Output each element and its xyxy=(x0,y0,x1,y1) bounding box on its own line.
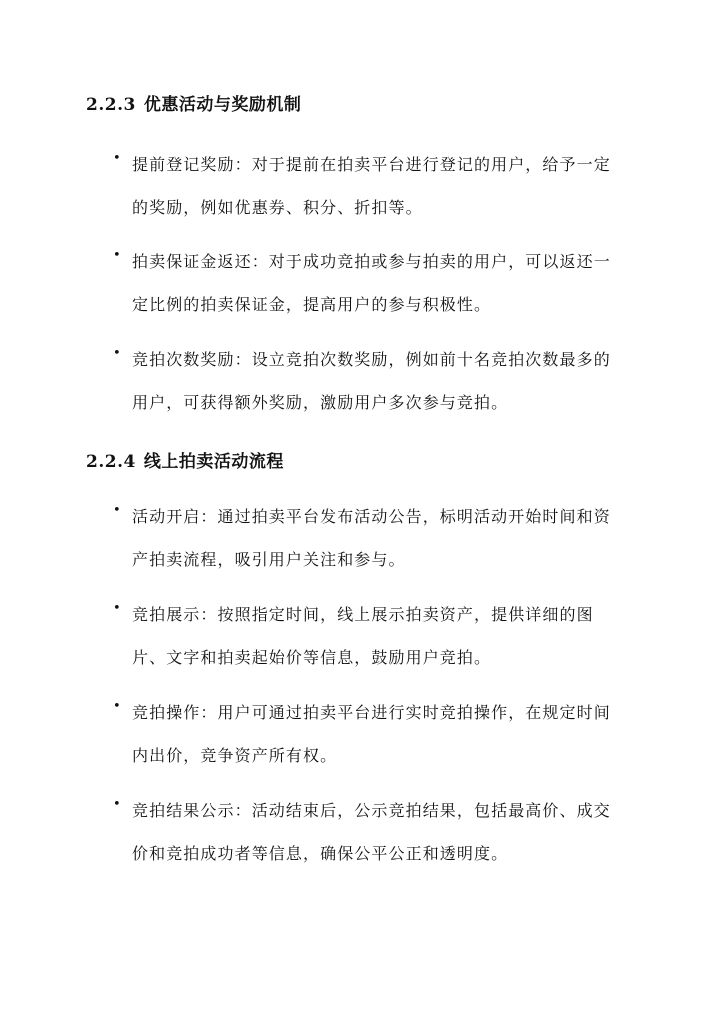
section-number: 2.2.4 xyxy=(86,452,136,472)
section-title: 线上拍卖活动流程 xyxy=(143,452,284,472)
list-item-text: 竞拍操作：用户可通过拍卖平台进行实时竞拍操作，在规定时间内出价，竞争资产所有权。 xyxy=(132,703,611,765)
bullet-icon: • xyxy=(113,346,121,361)
bullet-icon: • xyxy=(113,797,121,812)
list-item-text: 竞拍展示：按照指定时间，线上展示拍卖资产，提供详细的图片、文字和拍卖起始价等信息，鼓励用户竞拍。 xyxy=(132,605,594,667)
bullet-icon: • xyxy=(113,248,121,263)
section-heading-2-2-3 xyxy=(86,90,301,115)
bullet-icon: • xyxy=(113,503,121,518)
bullet-icon: • xyxy=(113,601,121,616)
list-item-text: 拍卖保证金返还：对于成功竞拍或参与拍卖的用户，可以返还一定比例的拍卖保证金，提高用户的参与积极性。 xyxy=(132,252,611,314)
section-heading-2-2-4 xyxy=(86,447,284,472)
list-item-text: 活动开启：通过拍卖平台发布活动公告，标明活动开始时间和资产拍卖流程，吸引用户关注和参与。 xyxy=(132,507,611,569)
list-item-text: 提前登记奖励：对于提前在拍卖平台进行登记的用户，给予一定的奖励，例如优惠券、积分、折扣等。 xyxy=(132,155,611,217)
list-item-text: 竞拍次数奖励：设立竞拍次数奖励，例如前十名竞拍次数最多的用户，可获得额外奖励，激励用户多次参与竞拍。 xyxy=(132,350,611,412)
list-item-text: 竞拍结果公示：活动结束后，公示竞拍结果，包括最高价、成交价和竞拍成功者等信息，确保公平公正和透明度。 xyxy=(132,801,611,863)
section-title: 优惠活动与奖励机制 xyxy=(143,95,302,115)
bullet-icon: • xyxy=(113,151,121,166)
section-number: 2.2.3 xyxy=(86,95,136,115)
bullet-icon: • xyxy=(113,699,121,714)
